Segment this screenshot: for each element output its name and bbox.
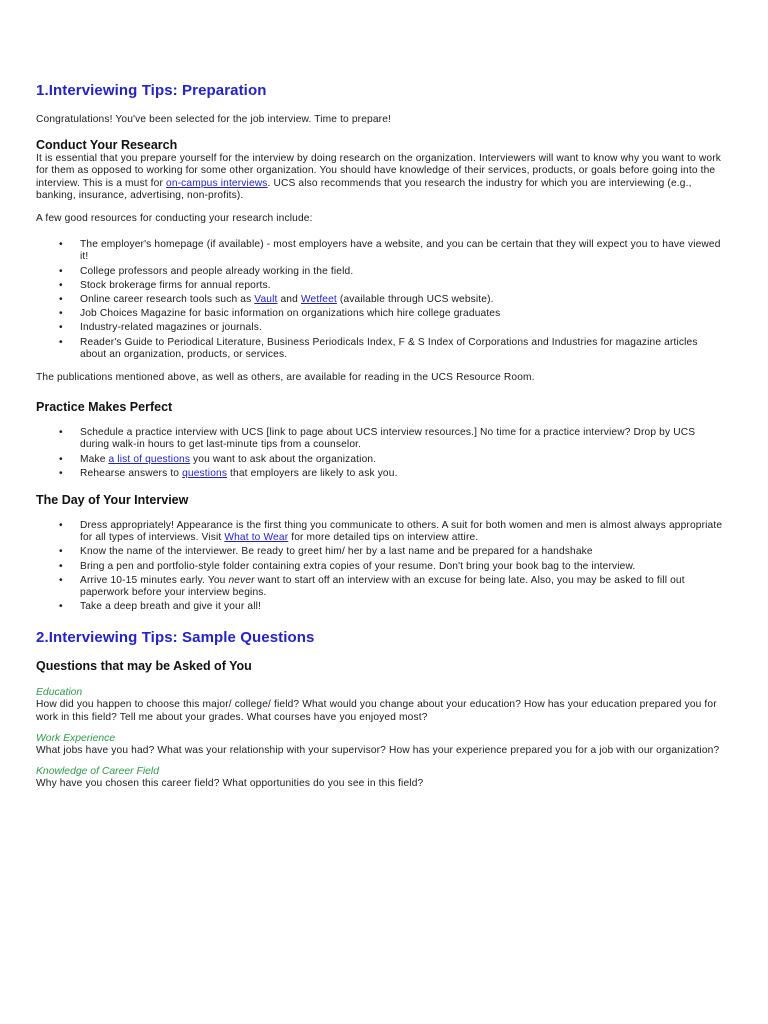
list-of-questions-link[interactable]: a list of questions bbox=[108, 453, 191, 465]
education-questions: How did you happen to choose this major/ college/ field? What would you change about your education? How has your education prepared you for work in this field? Tell me about your grades. What courses have you enjoyed most? bbox=[36, 699, 717, 723]
heading-conduct-research: Conduct Your Research bbox=[36, 138, 178, 153]
subheading-work-experience: Work Experience bbox=[36, 732, 116, 744]
bullet-icon: • bbox=[59, 294, 63, 306]
vault-link[interactable]: Vault bbox=[254, 294, 278, 306]
list-item: • Industry-related magazines or journals. bbox=[59, 322, 262, 334]
bullet-icon: • bbox=[59, 520, 63, 532]
document-page bbox=[36, 80, 726, 790]
bullet-icon: • bbox=[59, 427, 63, 439]
work-experience-questions: What jobs have you had? What was your relationship with your supervisor? How has your experience prepared you for a job with our organization? bbox=[36, 744, 720, 756]
heading-practice: Practice Makes Perfect bbox=[36, 400, 173, 415]
list-item: • Job Choices Magazine for basic information on organizations which hire college graduates bbox=[59, 308, 501, 320]
list-item: • Make a list of questions you want to ask about the organization. bbox=[59, 453, 377, 465]
list-item: • Stock brokerage firms for annual reports. bbox=[59, 279, 271, 291]
bullet-icon: • bbox=[59, 239, 63, 251]
bullet-icon: • bbox=[59, 560, 63, 572]
research-paragraph: It is essential that you prepare yourself for the interview by doing research on the organization. Interviewers will want to know why you want to work for them as opposed to working for some other organization. You should have knowledge of their services, products, or goals before going into the interview. This is a must for on-campus interviews. UCS also recommends that you research the industry for which you are interviewing (e.g., banking, insurance, advertising, non-profits). bbox=[36, 153, 722, 201]
list-item: • Rehearse answers to questions that employers are likely to ask you. bbox=[59, 467, 398, 479]
bullet-icon: • bbox=[59, 265, 63, 277]
bullet-icon: • bbox=[59, 308, 63, 320]
publications-note: The publications mentioned above, as well as others, are available for reading in the UCS Resource Room. bbox=[36, 372, 535, 384]
bullet-icon: • bbox=[59, 574, 63, 586]
bullet-icon: • bbox=[59, 279, 63, 291]
list-item: • Take a deep breath and give it your all! bbox=[59, 601, 261, 613]
resources-list bbox=[36, 239, 726, 361]
on-campus-interviews-link[interactable]: on-campus interviews bbox=[166, 177, 268, 189]
section-title-preparation: 1.Interviewing Tips: Preparation bbox=[36, 82, 267, 99]
list-item: • College professors and people already working in the field. bbox=[59, 265, 354, 277]
bullet-icon: • bbox=[59, 322, 63, 334]
list-item: • Reader's Guide to Periodical Literature, Business Periodicals Index, F & S Index of Corporations and Industries for magazine articles about an organization, products, or services. bbox=[59, 336, 698, 360]
list-item: • Schedule a practice interview with UCS [link to page about UCS interview resources.] No time for a practice interview? Drop by UCS during walk-in hours to get last-minute tips from a counselor. bbox=[59, 427, 696, 451]
heading-questions-asked: Questions that may be Asked of You bbox=[36, 659, 252, 674]
list-item: • Bring a pen and portfolio-style folder containing extra copies of your resume. Don't bring your book bag to the interview. bbox=[59, 560, 636, 572]
bullet-icon: • bbox=[59, 546, 63, 558]
questions-link[interactable]: questions bbox=[182, 467, 228, 479]
wetfeet-link[interactable]: Wetfeet bbox=[300, 294, 337, 306]
bullet-icon: • bbox=[59, 336, 63, 348]
day-list bbox=[36, 520, 726, 613]
bullet-icon: • bbox=[59, 601, 63, 613]
list-item: • Online career research tools such as Vault and Wetfeet (available through UCS website). bbox=[59, 294, 494, 306]
what-to-wear-link[interactable]: What to Wear bbox=[224, 532, 289, 544]
list-item: • Arrive 10-15 minutes early. You never want to start off an interview with an excuse for being late. Also, you may be asked to fill out paperwork before your interview begins. bbox=[59, 574, 685, 599]
list-item: • Dress appropriately! Appearance is the first thing you communicate to others. A suit for both women and men is almost always appropriate for all types of interviews. Visit What to Wear for more detailed tips on interview attire. bbox=[59, 520, 723, 544]
section-title-sample-questions: 2.Interviewing Tips: Sample Questions bbox=[36, 629, 315, 647]
bullet-icon: • bbox=[59, 467, 63, 479]
intro-paragraph: Congratulations! You've been selected for the job interview. Time to prepare! bbox=[36, 114, 391, 125]
list-item: • Know the name of the interviewer. Be ready to greet him/ her by a last name and be prepared for a handshake bbox=[59, 546, 593, 558]
resources-intro: A few good resources for conducting your research include: bbox=[36, 213, 313, 225]
subheading-career-field: Knowledge of Career Field bbox=[36, 766, 160, 778]
bullet-icon: • bbox=[59, 453, 63, 465]
list-item: • The employer's homepage (if available) - most employers have a website, and you can be certain that they will expect you to have viewed it! bbox=[59, 239, 721, 263]
subheading-education: Education bbox=[36, 687, 83, 699]
practice-list bbox=[36, 427, 726, 480]
career-field-questions: Why have you chosen this career field? What opportunities do you see in this field? bbox=[36, 778, 424, 790]
heading-day-of-interview: The Day of Your Interview bbox=[36, 493, 189, 508]
